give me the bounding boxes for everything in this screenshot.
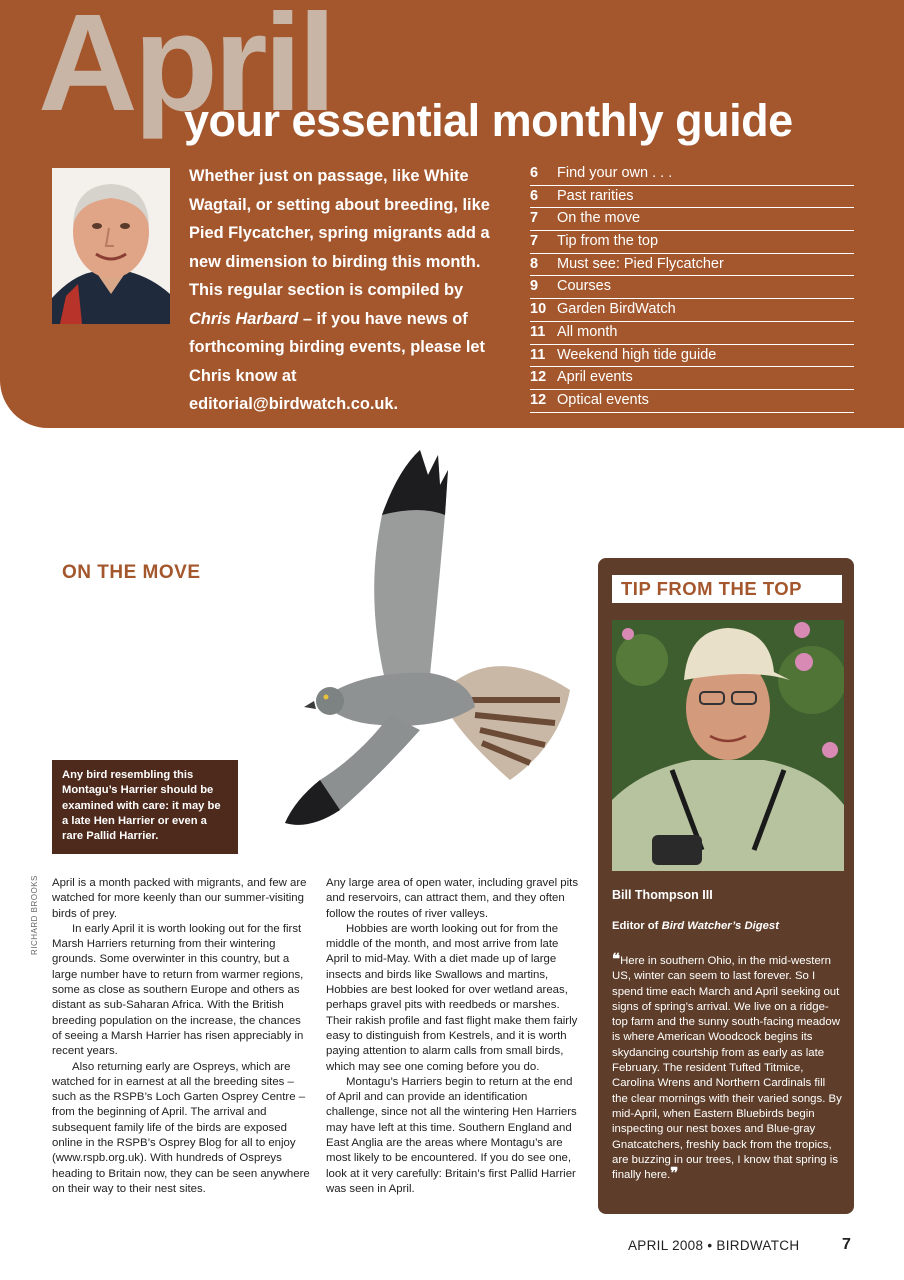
close-quote-icon: ❞ [670,1165,679,1183]
contents-item [530,390,854,413]
article-paragraph: In early April it is worth looking out for the first Marsh Harriers returning from their wintering grounds. Some overwinter in this country, but a large number have to return from warmer regions, some as close as southern Europe and others as distant as sub-Saharan Africa. With the British breeding population on the increase, the chances of seeing a Marsh Harrier has risen appreciably in recent years. [52,922,304,1058]
contents-page-number: 6 [530,165,539,181]
contents-title: Must see: Pied Flycatcher [557,255,724,272]
contents-item [530,208,854,231]
expert-quote: ❝Here in southern Ohio, in the mid-western US, winter can seem to last forever. So I spend time each March and April seeking out signs of spring’s arrival. We live on a ridge-top farm and the sunny south-facing meadow is where American Woodcock begins its skydancing courtship from as early as late February. The resident Tufted Titmice, Carolina Wrens and Northern Cardinals fill the clear mornings with their varied songs. By mid-April, when Eastern Bluebirds begin inspecting our nest boxes and Blue-gray Gnatcatchers, freshly back from the tropics, are buzzing in our trees, I know that spring is finally here.❞ [612,951,842,1183]
article-paragraph: Montagu’s Harriers begin to return at the end of April and can provide an identification challenge, since not all the wintering Hen Harriers may have left at this time. Southern England and East Anglia are the areas where Montagu’s are most likely to be encountered. If you do see one, look at it very carefully: Britain’s first Pallid Harrier was seen in April. [326,1075,577,1195]
intro-text: Whether just on passage, like White Wagtail, or setting about breeding, like Pied Flycatcher, spring migrants add a new dimension to birding this month. This regular section is compiled by Chris Harbard – if you have news of forthcoming birding events, please let Chris know at editorial@birdwatch.co.uk. [189,167,490,413]
contents-page-number: 12 [530,391,547,408]
contents-page-number: 11 [530,323,546,340]
article-column-2 [326,876,582,1197]
harrier-photo [270,445,590,845]
contents-title: April events [557,369,633,386]
author-name: Chris Harbard [189,309,299,328]
contents-page-number: 12 [530,369,547,386]
contents-page-number: 6 [530,187,539,204]
expert-name: Bill Thompson III [612,888,713,902]
page-subtitle: your essential monthly guide [184,95,793,146]
contents-item [530,345,854,368]
contents-title: All month [557,323,618,340]
contents-title: Garden BirdWatch [557,301,676,318]
contents-list [530,163,854,413]
contents-item [530,276,854,299]
month-title: April [38,0,333,140]
expert-photo [612,620,844,871]
article-paragraph: Any large area of open water, including gravel pits and reservoirs, can attract them, and they often follow the routes of river valleys. [326,877,579,920]
contents-item [530,254,854,277]
contents-item [530,186,854,209]
article-paragraph: Hobbies are worth looking out for from the middle of the month, and most arrive from late April to mid-May. With a diet made up of large insects and birds like Swallows and martins, Hobbies are best looked for over wetland areas, perhaps gravel pits with reedbeds or marshes. Their rakish profile and fast flight make them fairly easy to distinguish from Kestrels, and it is worth paying attention to alarm calls from small birds, which may see one coming before you do. [326,922,578,1073]
contents-item [530,299,854,322]
contents-item [530,367,854,390]
tip-label: TIP FROM THE TOP [612,575,842,603]
contents-page-number: 10 [530,301,547,318]
contents-title: Find your own . . . [557,165,673,181]
page-number: 7 [842,1236,851,1253]
contents-title: Tip from the top [557,233,659,250]
compiler-portrait [52,168,170,324]
contents-page-number: 9 [530,278,539,295]
section-label: ON THE MOVE [52,559,228,586]
contents-title: On the move [557,210,641,227]
contents-page-number: 11 [530,346,546,363]
contents-title: Weekend high tide guide [557,346,717,363]
article-column-1 [52,876,310,1197]
issue-footer: APRIL 2008 • BIRDWATCH [628,1238,800,1253]
contents-title: Past rarities [557,187,634,204]
contents-title: Optical events [557,391,649,408]
contents-item [530,163,854,186]
article-paragraph: Also returning early are Ospreys, which are watched for in earnest at all the breeding sites – such as the RSPB’s Loch Garten Osprey Centre – from the beginning of April. The arrival and subsequent family life of the birds are exposed online in the RSPB’s Osprey Blog for all to enjoy (www.rspb.org.uk). With hundreds of Ospreys heading to Britain now, they can be seen anywhere on their way to their nest sites. [52,1060,310,1195]
contents-title: Courses [557,278,611,295]
photo-caption: Any bird resembling this Montagu’s Harrier should be examined with care: it may be a late Hen Harrier or even a rare Pallid Harrier. [52,760,238,854]
photo-credit: RICHARD BROOKS [30,875,39,955]
contents-page-number: 7 [530,233,539,250]
contents-page-number: 8 [530,255,539,272]
article-headline: Raptors’ return [48,595,271,741]
contents-item [530,231,854,254]
contents-page-number: 7 [530,210,539,227]
expert-role: Editor of Bird Watcher’s Digest [612,920,779,932]
header-band [0,0,904,428]
open-quote-icon: ❝ [612,951,621,968]
contents-item [530,322,854,345]
article-paragraph: April is a month packed with migrants, and few are watched for more keenly than our summer-visiting birds of prey. [52,877,307,920]
